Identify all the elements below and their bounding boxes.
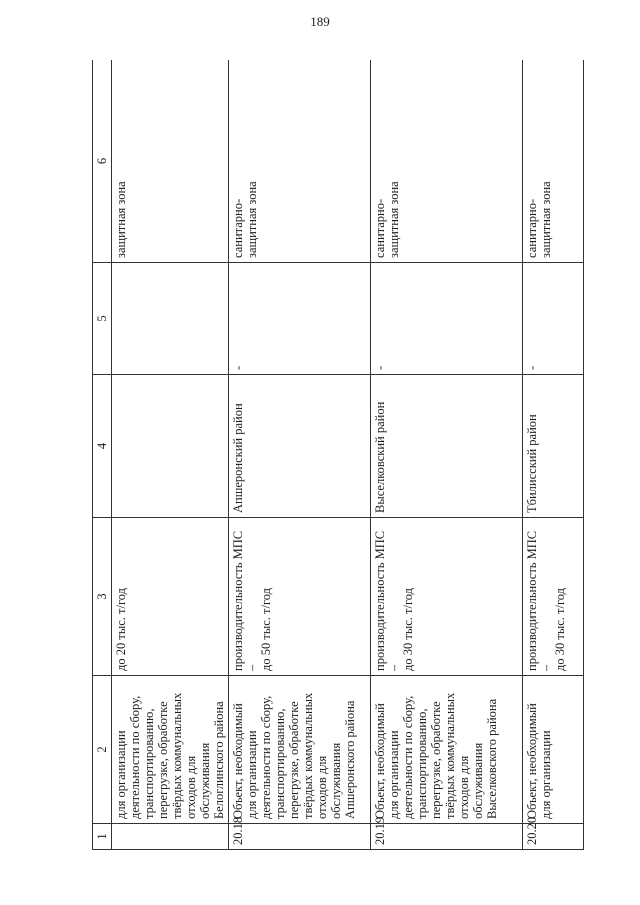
capacity: производительность МПС – до 30 тыс. т/год [371,518,523,676]
column-5-value [112,263,229,375]
table-row [112,60,229,850]
row-number: 20.18 [229,824,371,850]
objects-table [92,60,584,850]
district: Выселковский район [371,375,523,518]
rotated-table-frame [92,60,584,850]
zone-type: санитарно- защитная зона [229,60,371,263]
object-name: Объект, необходимый для организации деятельности по сбору, транспортированию, перегрузке, обработке твёрдых коммунальных отходов для обслуживания Выселковского района [371,676,523,824]
district [112,375,229,518]
column-header: 6 [93,60,112,263]
object-name: Объект, необходимый для организации деятельности по сбору, транспортированию, перегрузке, обработке твёрдых коммунальных отходов для обслуживания Апшеронского района [229,676,371,824]
column-header: 2 [93,676,112,824]
capacity: производительность МПС – до 50 тыс. т/год [229,518,371,676]
column-header: 1 [93,824,112,850]
object-name: Объект, необходимый для организации [523,676,584,824]
column-5-value: - [523,263,584,375]
capacity: до 20 тыс. т/год [112,518,229,676]
column-header: 5 [93,263,112,375]
table-header-row [93,60,112,850]
column-5-value: - [371,263,523,375]
zone-type: санитарно- защитная зона [523,60,584,263]
row-number: 20.19 [371,824,523,850]
row-number: 20.20 [523,824,584,850]
column-5-value: - [229,263,371,375]
table-row [229,60,371,850]
capacity: производительность МПС – до 30 тыс. т/год [523,518,584,676]
table-row [371,60,523,850]
district: Тбилисский район [523,375,584,518]
column-header: 3 [93,518,112,676]
table-row [523,60,584,850]
zone-type: санитарно- защитная зона [371,60,523,263]
rotated-table-container [92,60,584,850]
column-header: 4 [93,375,112,518]
object-name: для организации деятельности по сбору, транспортированию, перегрузке, обработке твёрдых коммунальных отходов для обслуживания Белоглинского района [112,676,229,824]
row-number [112,824,229,850]
district: Апшеронский район [229,375,371,518]
page-number: 189 [310,14,330,29]
zone-type: защитная зона [112,60,229,263]
